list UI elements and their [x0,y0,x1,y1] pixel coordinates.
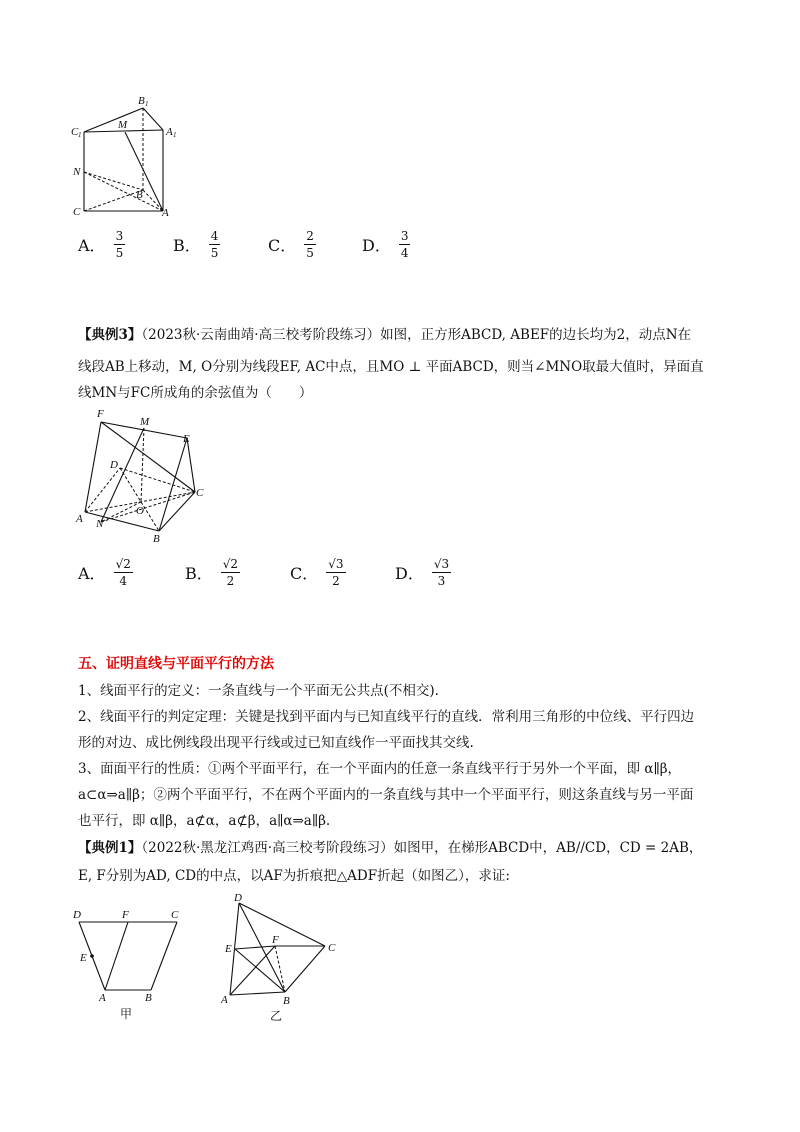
label-F: F [122,909,129,921]
label-C1: C [71,126,79,138]
label-B: B [283,995,290,1007]
label-M: M [118,119,128,131]
label-A: A [76,513,83,525]
option-b[interactable] [185,557,240,588]
label-E: E [80,952,87,964]
option-fraction: $\frac{√3}{2}$ [328,557,344,588]
label-C: C [73,206,81,218]
option-fraction: $\frac{2}{5}$ [306,229,314,260]
section-p3c: 也平行，即 α∥β，a⊄α，a⊄β，a∥α⇒a∥β. [78,813,331,829]
label-A: A [162,207,169,219]
option-fraction: $\frac{3}{5}$ [115,229,124,260]
option-fraction: $\frac{√2}{4}$ [115,557,131,588]
label-C: C [196,487,204,499]
section-p3a: 3、面面平行的性质：①两个平面平行，在一个平面内的任意一条直线平行于另外一个平面，即 α∥β， [78,761,682,777]
trapezoid-figure [68,905,198,1030]
section-heading: 五、证明直线与平面平行的方法 [78,656,274,672]
option-letter: B． [185,564,213,583]
label-A1: A [166,126,173,138]
label-N: N [96,518,104,530]
label-B1-sub: 1 [145,100,149,108]
example-tag: 【典例3】 [78,327,142,343]
prism-figure [66,92,186,222]
option-b[interactable] [173,229,220,260]
option-fraction: $\frac{4}{5}$ [210,229,219,260]
option-fraction: $\frac{3}{4}$ [400,229,409,260]
caption-jia: 甲 [120,1007,133,1021]
label-A1-sub: 1 [173,131,177,139]
option-letter: B． [173,236,201,255]
label-M: M [140,416,150,428]
example-text: （2022秋·黑龙江鸡西·高三校考阶段练习）如图甲，在梯形ABCD中，AB//CD，CD = 2AB， [141,840,703,856]
option-d[interactable] [395,557,451,588]
option-c[interactable] [268,229,316,260]
section-p2a: 2、线面平行的判定定理：关键是找到平面内与已知直线平行的直线．常利用三角形的中位线、平行四边 [78,709,695,725]
label-A: A [221,994,228,1006]
example-tag: 【典例1】 [78,840,142,856]
example1-line1 [78,836,702,860]
label-N: N [73,166,81,178]
option-letter: C． [290,564,319,583]
label-E: E [225,943,232,955]
option-letter: C． [268,236,297,255]
label-D: D [234,892,242,904]
caption-yi: 乙 [270,1009,283,1023]
option-letter: D． [395,564,424,583]
section-p1: 1、线面平行的定义：一条直线与一个平面无公共点(不相交). [78,683,439,699]
option-d[interactable] [362,229,410,260]
folded-figure [215,890,345,1025]
label-A: A [99,992,106,1004]
option-a[interactable] [78,229,125,260]
option-fraction: $\frac{√2}{2}$ [222,557,239,588]
label-E: E [183,433,190,445]
label-O: O [136,505,144,517]
example1-line2: E, F分别为AD, CD的中点，以AF为折痕把△ADF折起（如图乙），求证: [78,868,510,884]
label-C: C [171,909,179,921]
option-letter: D． [362,236,391,255]
label-D: D [73,909,81,921]
label-B: B [136,189,143,201]
label-C1-sub: 1 [78,131,82,139]
label-B: B [145,992,152,1004]
example3-line2: 线段AB上移动，M, O分别为线段EF, AC中点，且MO ⊥ 平面ABCD，则当∠MNO取最大值时，异面直 [78,359,704,375]
option-letter: A． [78,564,106,583]
label-C: C [328,942,336,954]
option-c[interactable] [290,557,346,588]
option-letter: A． [78,236,106,255]
option-fraction: $\frac{√3}{3}$ [433,557,450,588]
section-p3b: a⊂α⇒a∥β；②两个平面平行，不在两个平面内的一条直线与其中一个平面平行，则这条直线与另一平面 [78,787,694,803]
option-a[interactable] [78,557,133,588]
section-p2b: 形的对边、成比例线段出现平行线或过已知直线作一平面找其交线. [78,735,474,751]
example-text: （2023秋·云南曲靖·高三校考阶段练习）如图，正方形ABCD, ABEF的边长均为2，动点N在 [141,327,692,343]
label-B: B [153,533,160,545]
example3-line1 [78,323,691,347]
label-D: D [110,459,118,471]
label-F: F [97,408,104,420]
label-B1: B [138,95,145,107]
squares-figure [70,405,220,545]
label-F: F [272,934,279,946]
example3-line3: 线MN与FC所成角的余弦值为（ ） [78,385,313,401]
